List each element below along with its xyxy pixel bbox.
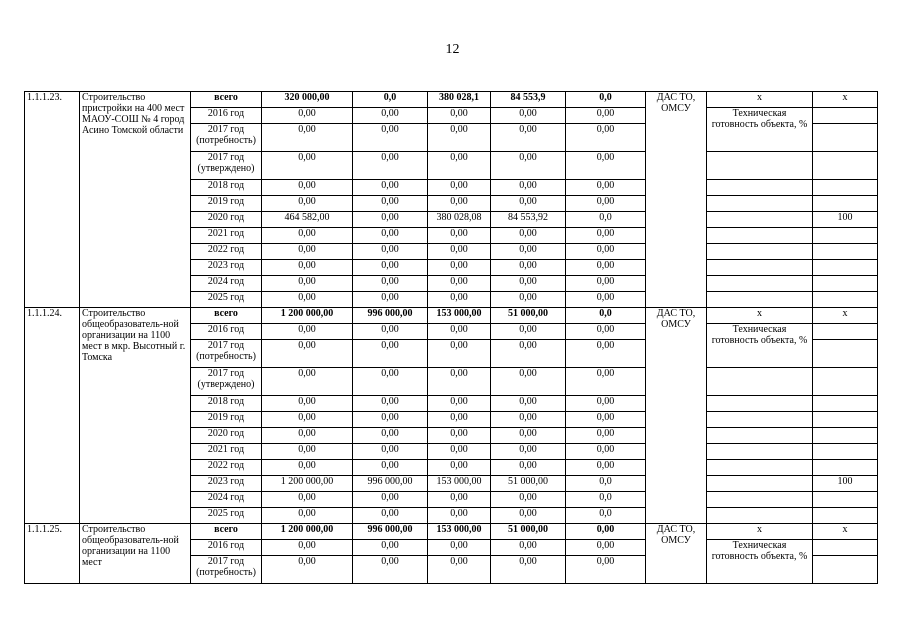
value-cell: 0,00 — [491, 340, 566, 368]
value-cell: 0,00 — [428, 292, 491, 308]
year-cell: 2022 год — [191, 244, 262, 260]
value-cell: 51 000,00 — [491, 476, 566, 492]
target-value: 100 — [813, 476, 878, 492]
value-cell: 380 028,1 — [428, 92, 491, 108]
value-cell: 0,00 — [491, 292, 566, 308]
year-cell: 2016 год — [191, 108, 262, 124]
year-cell: 2023 год — [191, 260, 262, 276]
target-value — [813, 368, 878, 396]
year-cell: 2022 год — [191, 460, 262, 476]
value-cell: 0,00 — [428, 228, 491, 244]
value-cell: 153 000,00 — [428, 524, 491, 540]
value-cell: 0,00 — [262, 196, 353, 212]
year-cell: всего — [191, 308, 262, 324]
value-cell: 1 200 000,00 — [262, 308, 353, 324]
indicator-empty — [707, 276, 813, 292]
value-cell: 0,00 — [428, 324, 491, 340]
indicator-empty — [707, 260, 813, 276]
value-cell: 0,0 — [566, 492, 646, 508]
year-cell: 2017 год (потребность) — [191, 124, 262, 152]
value-cell: 0,00 — [428, 196, 491, 212]
value-cell: 0,00 — [566, 412, 646, 428]
value-cell: 0,00 — [262, 324, 353, 340]
value-cell: 0,00 — [566, 540, 646, 556]
value-cell: 0,0 — [566, 308, 646, 324]
value-cell: 0,00 — [566, 444, 646, 460]
value-cell: 996 000,00 — [353, 308, 428, 324]
indicator-empty — [707, 368, 813, 396]
value-cell: 0,00 — [353, 428, 428, 444]
value-cell: 0,00 — [353, 412, 428, 428]
value-cell: 0,00 — [566, 340, 646, 368]
year-cell: 2025 год — [191, 508, 262, 524]
value-cell: 0,00 — [428, 508, 491, 524]
target-value: 100 — [813, 212, 878, 228]
value-cell: 0,00 — [428, 368, 491, 396]
value-cell: 0,00 — [566, 524, 646, 540]
indicator-empty — [707, 180, 813, 196]
value-cell: 0,00 — [353, 152, 428, 180]
value-cell: 0,00 — [262, 412, 353, 428]
value-cell: 0,00 — [491, 368, 566, 396]
value-cell: 1 200 000,00 — [262, 524, 353, 540]
year-cell: 2017 год (утверждено) — [191, 152, 262, 180]
value-cell: 0,00 — [566, 180, 646, 196]
value-cell: 84 553,92 — [491, 212, 566, 228]
value-cell: 0,00 — [491, 540, 566, 556]
value-cell: 0,00 — [262, 124, 353, 152]
value-cell: 0,0 — [566, 212, 646, 228]
value-cell: 0,00 — [262, 244, 353, 260]
value-cell: 320 000,00 — [262, 92, 353, 108]
target-value — [813, 428, 878, 444]
value-cell: 0,0 — [566, 508, 646, 524]
value-cell: 0,00 — [566, 556, 646, 584]
value-cell: 0,00 — [566, 460, 646, 476]
year-cell: 2020 год — [191, 212, 262, 228]
value-cell: 0,00 — [428, 276, 491, 292]
item-name: Строительство общеобразователь-ной организации на 1100 мест — [80, 524, 191, 584]
page-number: 12 — [445, 42, 460, 57]
value-cell: 0,00 — [353, 540, 428, 556]
table-row-total — [25, 92, 878, 108]
value-cell: 0,00 — [566, 124, 646, 152]
indicator-empty — [707, 228, 813, 244]
value-cell: 0,00 — [428, 108, 491, 124]
target-value — [813, 180, 878, 196]
program-activities-table — [24, 91, 878, 584]
item-number: 1.1.1.23. — [25, 92, 80, 308]
value-cell: 0,00 — [566, 292, 646, 308]
value-cell: 0,00 — [353, 244, 428, 260]
value-cell: 0,0 — [353, 92, 428, 108]
indicator-empty — [707, 212, 813, 228]
value-cell: 0,00 — [491, 492, 566, 508]
value-cell: 0,00 — [428, 180, 491, 196]
value-cell: 0,00 — [566, 196, 646, 212]
target-value — [813, 396, 878, 412]
value-cell: 0,00 — [428, 152, 491, 180]
value-cell: 0,00 — [491, 324, 566, 340]
target-x: x — [813, 92, 878, 108]
target-value — [813, 276, 878, 292]
value-cell: 0,0 — [566, 476, 646, 492]
target-value — [813, 540, 878, 556]
value-cell: 0,00 — [353, 508, 428, 524]
value-cell: 0,00 — [353, 180, 428, 196]
year-cell: 2018 год — [191, 396, 262, 412]
value-cell: 0,00 — [491, 428, 566, 444]
year-cell: 2019 год — [191, 412, 262, 428]
value-cell: 0,00 — [353, 396, 428, 412]
value-cell: 0,00 — [353, 124, 428, 152]
target-value — [813, 492, 878, 508]
value-cell: 0,00 — [353, 340, 428, 368]
target-x: x — [813, 308, 878, 324]
executor-cell: ДАС ТО, ОМСУ — [646, 92, 707, 308]
year-cell: 2024 год — [191, 492, 262, 508]
target-value — [813, 196, 878, 212]
value-cell: 0,00 — [353, 460, 428, 476]
value-cell: 0,00 — [353, 368, 428, 396]
value-cell: 0,00 — [566, 260, 646, 276]
value-cell: 0,00 — [566, 228, 646, 244]
value-cell: 0,00 — [353, 196, 428, 212]
value-cell: 0,00 — [491, 444, 566, 460]
value-cell: 0,00 — [262, 292, 353, 308]
indicator-empty — [707, 508, 813, 524]
target-value — [813, 260, 878, 276]
value-cell: 0,00 — [491, 276, 566, 292]
value-cell: 153 000,00 — [428, 476, 491, 492]
value-cell: 0,00 — [428, 444, 491, 460]
value-cell: 0,00 — [428, 124, 491, 152]
indicator-empty — [707, 444, 813, 460]
indicator-empty — [707, 244, 813, 260]
value-cell: 0,00 — [428, 412, 491, 428]
value-cell: 0,00 — [491, 460, 566, 476]
value-cell: 51 000,00 — [491, 524, 566, 540]
value-cell: 0,00 — [491, 124, 566, 152]
target-value — [813, 460, 878, 476]
year-cell: 2017 год (потребность) — [191, 340, 262, 368]
year-cell: 2023 год — [191, 476, 262, 492]
indicator-empty — [707, 152, 813, 180]
value-cell: 0,00 — [491, 412, 566, 428]
value-cell: 0,00 — [353, 324, 428, 340]
value-cell: 0,00 — [353, 276, 428, 292]
value-cell: 0,00 — [566, 396, 646, 412]
table-row-total — [25, 524, 878, 540]
value-cell: 0,00 — [262, 152, 353, 180]
value-cell: 0,00 — [262, 180, 353, 196]
indicator-empty — [707, 292, 813, 308]
indicator-name: Техническая готовность объекта, % — [707, 324, 813, 368]
value-cell: 0,00 — [262, 108, 353, 124]
year-cell: всего — [191, 524, 262, 540]
value-cell: 0,00 — [353, 556, 428, 584]
value-cell: 0,0 — [566, 92, 646, 108]
value-cell: 0,00 — [262, 276, 353, 292]
value-cell: 84 553,9 — [491, 92, 566, 108]
year-cell: 2016 год — [191, 540, 262, 556]
value-cell: 0,00 — [262, 460, 353, 476]
value-cell: 0,00 — [262, 508, 353, 524]
value-cell: 0,00 — [262, 540, 353, 556]
value-cell: 0,00 — [262, 368, 353, 396]
year-cell: 2017 год (потребность) — [191, 556, 262, 584]
value-cell: 0,00 — [566, 244, 646, 260]
indicator-empty — [707, 460, 813, 476]
value-cell: 996 000,00 — [353, 524, 428, 540]
value-cell: 0,00 — [353, 108, 428, 124]
value-cell: 153 000,00 — [428, 308, 491, 324]
year-cell: 2021 год — [191, 228, 262, 244]
item-number: 1.1.1.24. — [25, 308, 80, 524]
value-cell: 0,00 — [353, 492, 428, 508]
value-cell: 0,00 — [353, 260, 428, 276]
target-value — [813, 108, 878, 124]
indicator-x: x — [707, 92, 813, 108]
value-cell: 0,00 — [428, 492, 491, 508]
indicator-empty — [707, 476, 813, 492]
value-cell: 0,00 — [428, 340, 491, 368]
value-cell: 0,00 — [262, 556, 353, 584]
target-value — [813, 124, 878, 152]
value-cell: 380 028,08 — [428, 212, 491, 228]
value-cell: 0,00 — [262, 260, 353, 276]
target-value — [813, 152, 878, 180]
indicator-empty — [707, 196, 813, 212]
value-cell: 0,00 — [566, 428, 646, 444]
indicator-x: x — [707, 524, 813, 540]
value-cell: 0,00 — [491, 196, 566, 212]
value-cell: 0,00 — [428, 460, 491, 476]
value-cell: 0,00 — [428, 244, 491, 260]
value-cell: 0,00 — [491, 508, 566, 524]
value-cell: 0,00 — [262, 492, 353, 508]
value-cell: 0,00 — [262, 340, 353, 368]
indicator-x: x — [707, 308, 813, 324]
value-cell: 464 582,00 — [262, 212, 353, 228]
value-cell: 0,00 — [428, 260, 491, 276]
value-cell: 0,00 — [491, 108, 566, 124]
target-value — [813, 556, 878, 584]
target-value — [813, 340, 878, 368]
item-name: Строительство пристройки на 400 мест МАОУ-СОШ № 4 город Асино Томской области — [80, 92, 191, 308]
value-cell: 0,00 — [353, 212, 428, 228]
value-cell: 0,00 — [428, 556, 491, 584]
target-value — [813, 508, 878, 524]
target-value — [813, 412, 878, 428]
value-cell: 0,00 — [262, 396, 353, 412]
indicator-empty — [707, 492, 813, 508]
value-cell: 0,00 — [566, 324, 646, 340]
value-cell: 0,00 — [491, 260, 566, 276]
indicator-empty — [707, 412, 813, 428]
indicator-empty — [707, 428, 813, 444]
value-cell: 0,00 — [428, 540, 491, 556]
year-cell: 2018 год — [191, 180, 262, 196]
value-cell: 0,00 — [491, 556, 566, 584]
value-cell: 0,00 — [491, 244, 566, 260]
value-cell: 0,00 — [353, 292, 428, 308]
value-cell: 0,00 — [566, 368, 646, 396]
year-cell: 2019 год — [191, 196, 262, 212]
executor-cell: ДАС ТО, ОМСУ — [646, 524, 707, 584]
year-cell: 2020 год — [191, 428, 262, 444]
indicator-empty — [707, 396, 813, 412]
target-value — [813, 228, 878, 244]
value-cell: 996 000,00 — [353, 476, 428, 492]
value-cell: 51 000,00 — [491, 308, 566, 324]
year-cell: всего — [191, 92, 262, 108]
year-cell: 2021 год — [191, 444, 262, 460]
value-cell: 0,00 — [566, 276, 646, 292]
value-cell: 0,00 — [353, 228, 428, 244]
item-name: Строительство общеобразователь-ной организации на 1100 мест в мкр. Высотный г. Томска — [80, 308, 191, 524]
value-cell: 0,00 — [262, 444, 353, 460]
value-cell: 0,00 — [566, 108, 646, 124]
value-cell: 1 200 000,00 — [262, 476, 353, 492]
value-cell: 0,00 — [262, 428, 353, 444]
target-value — [813, 324, 878, 340]
value-cell: 0,00 — [566, 152, 646, 180]
value-cell: 0,00 — [428, 428, 491, 444]
year-cell: 2024 год — [191, 276, 262, 292]
value-cell: 0,00 — [491, 228, 566, 244]
year-cell: 2025 год — [191, 292, 262, 308]
value-cell: 0,00 — [353, 444, 428, 460]
item-number: 1.1.1.25. — [25, 524, 80, 584]
year-cell: 2016 год — [191, 324, 262, 340]
value-cell: 0,00 — [262, 228, 353, 244]
indicator-name: Техническая готовность объекта, % — [707, 540, 813, 584]
value-cell: 0,00 — [491, 396, 566, 412]
value-cell: 0,00 — [428, 396, 491, 412]
year-cell: 2017 год (утверждено) — [191, 368, 262, 396]
table-row-total — [25, 308, 878, 324]
value-cell: 0,00 — [491, 180, 566, 196]
target-value — [813, 292, 878, 308]
target-value — [813, 244, 878, 260]
target-x: x — [813, 524, 878, 540]
value-cell: 0,00 — [491, 152, 566, 180]
executor-cell: ДАС ТО, ОМСУ — [646, 308, 707, 524]
indicator-name: Техническая готовность объекта, % — [707, 108, 813, 152]
target-value — [813, 444, 878, 460]
